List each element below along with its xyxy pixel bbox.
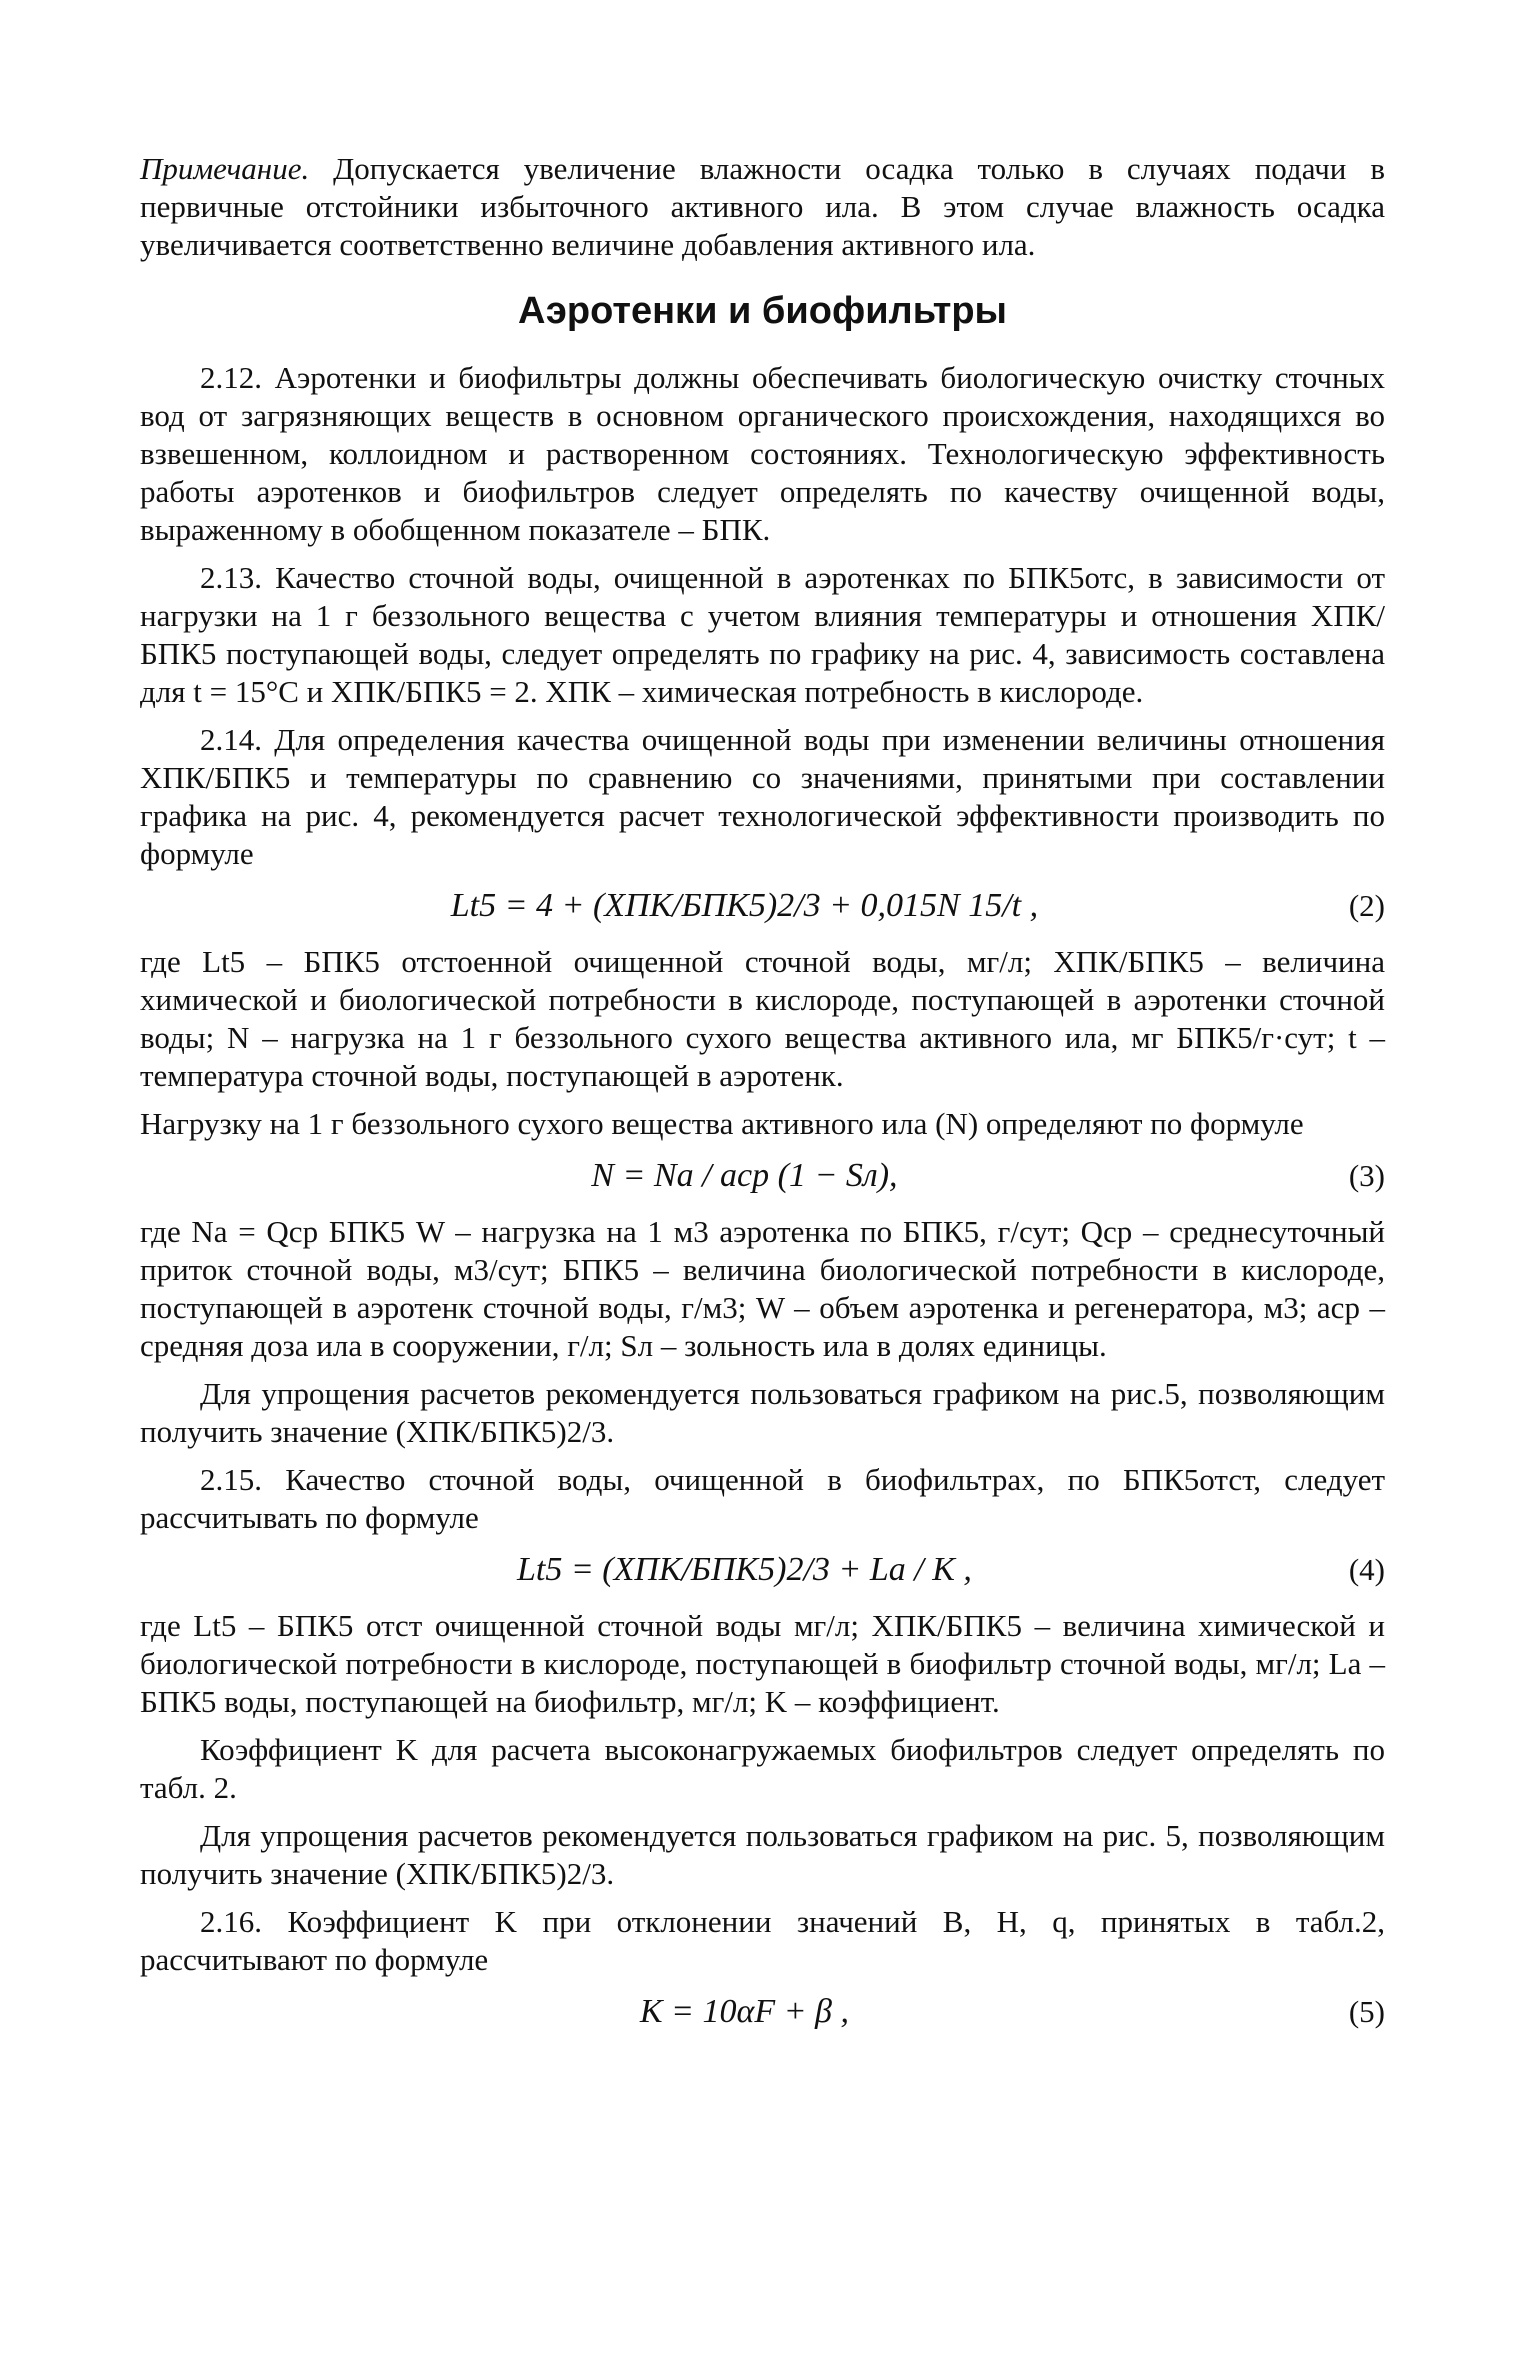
note-text: Допускается увеличение влажности осадка только в случаях подачи в первичные отстойники избыточного активного ила. В этом случае влажность осадка увеличивается соответственно величине добавления активного ила. xyxy=(140,151,1385,262)
load-intro: Нагрузку на 1 г беззольного сухого вещества активного ила (N) определяют по формуле xyxy=(140,1106,1304,1141)
formula-2-expression: Lt5 = 4 + (ХПК/БПК5)2/3 + 0,015N 15/t , xyxy=(450,887,1039,924)
formula-4 xyxy=(140,1551,1385,1589)
coefficient-note: Коэффициент K для расчета высоконагружаемых биофильтров следует определять по табл. 2. xyxy=(140,1732,1385,1805)
formula-5-expression: K = 10αF + β , xyxy=(639,1993,849,2030)
formula-2-legend: где Lt5 – БПК5 отстоенной очищенной сточной воды, мг/л; ХПК/БПК5 – величина химической и биологической потребности в кислороде, поступающей в аэротенки сточной воды; N – нагрузка на 1 г беззольного сухого вещества активного ила, мг БПК5/г·сут; t – температура сточной воды, поступающей в аэротенк. xyxy=(140,944,1385,1093)
formula-4-expression: Lt5 = (ХПК/БПК5)2/3 + La / K , xyxy=(516,1551,972,1588)
formula-2-number: (2) xyxy=(1348,888,1385,923)
note-paragraph xyxy=(140,150,1385,264)
formula-4-legend: где Lt5 – БПК5 отст очищенной сточной воды мг/л; ХПК/БПК5 – величина химической и биологической потребности в кислороде, поступающей в биофильтр сточной воды, мг/л; La – БПК5 воды, поступающей на биофильтр, мг/л; K – коэффициент. xyxy=(140,1608,1385,1719)
formula-3-number: (3) xyxy=(1348,1158,1385,1193)
formula-4-number: (4) xyxy=(1348,1552,1385,1587)
paragraph-2-14: 2.14. Для определения качества очищенной воды при изменении величины отношения ХПК/БПК5 и температуры по сравнению со значениями, принятыми при составлении графика на рис. 4, рекомендуется расчет технологической эффективности производить по формуле xyxy=(140,722,1385,871)
formula-5-number: (5) xyxy=(1348,1994,1385,2029)
formula-3 xyxy=(140,1157,1385,1195)
paragraph-2-15: 2.15. Качество сточной воды, очищенной в биофильтрах, по БПК5отст, следует рассчитывать по формуле xyxy=(140,1462,1385,1535)
formula-2 xyxy=(140,887,1385,925)
note-label: Примечание. xyxy=(140,151,310,186)
paragraph-2-16: 2.16. Коэффициент K при отклонении значений B, H, q, принятых в табл.2, рассчитывают по формуле xyxy=(140,1904,1385,1977)
formula-5 xyxy=(140,1993,1385,2031)
document-page xyxy=(140,150,1385,2049)
paragraph-2-12: 2.12. Аэротенки и биофильтры должны обеспечивать биологическую очистку сточных вод от загрязняющих веществ в основном органического происхождения, находящихся во взвешенном, коллоидном и растворенном состояниях. Технологическую эффективность работы аэротенков и биофильтров следует определять по качеству очищенной воды, выраженному в обобщенном показателе – БПК. xyxy=(140,360,1385,547)
simplify-note-1: Для упрощения расчетов рекомендуется пользоваться графиком на рис.5, позволяющим получить значение (ХПК/БПК5)2/3. xyxy=(140,1376,1385,1449)
simplify-note-2: Для упрощения расчетов рекомендуется пользоваться графиком на рис. 5, позволяющим получить значение (ХПК/БПК5)2/3. xyxy=(140,1818,1385,1891)
section-title: Аэротенки и биофильтры xyxy=(517,290,1007,332)
paragraph-2-13: 2.13. Качество сточной воды, очищенной в аэротенках по БПК5отс, в зависимости от нагрузки на 1 г беззольного вещества с учетом влияния температуры и отношения ХПК/БПК5 поступающей воды, следует определять по графику на рис. 4, зависимость составлена для t = 15°С и ХПК/БПК5 = 2. ХПК – химическая потребность в кислороде. xyxy=(140,560,1385,709)
formula-3-expression: N = Na / aср (1 − Sл), xyxy=(591,1157,898,1194)
formula-3-legend: где Na = Qср БПК5 W – нагрузка на 1 м3 аэротенка по БПК5, г/сут; Qср – среднесуточный приток сточной воды, м3/сут; БПК5 – величина биологической потребности в кислороде, поступающей в аэротенк сточной воды, г/м3; W – объем аэротенка и регенератора, м3; aср – средняя доза ила в сооружении, г/л; Sл – зольность ила в долях единицы. xyxy=(140,1214,1385,1363)
